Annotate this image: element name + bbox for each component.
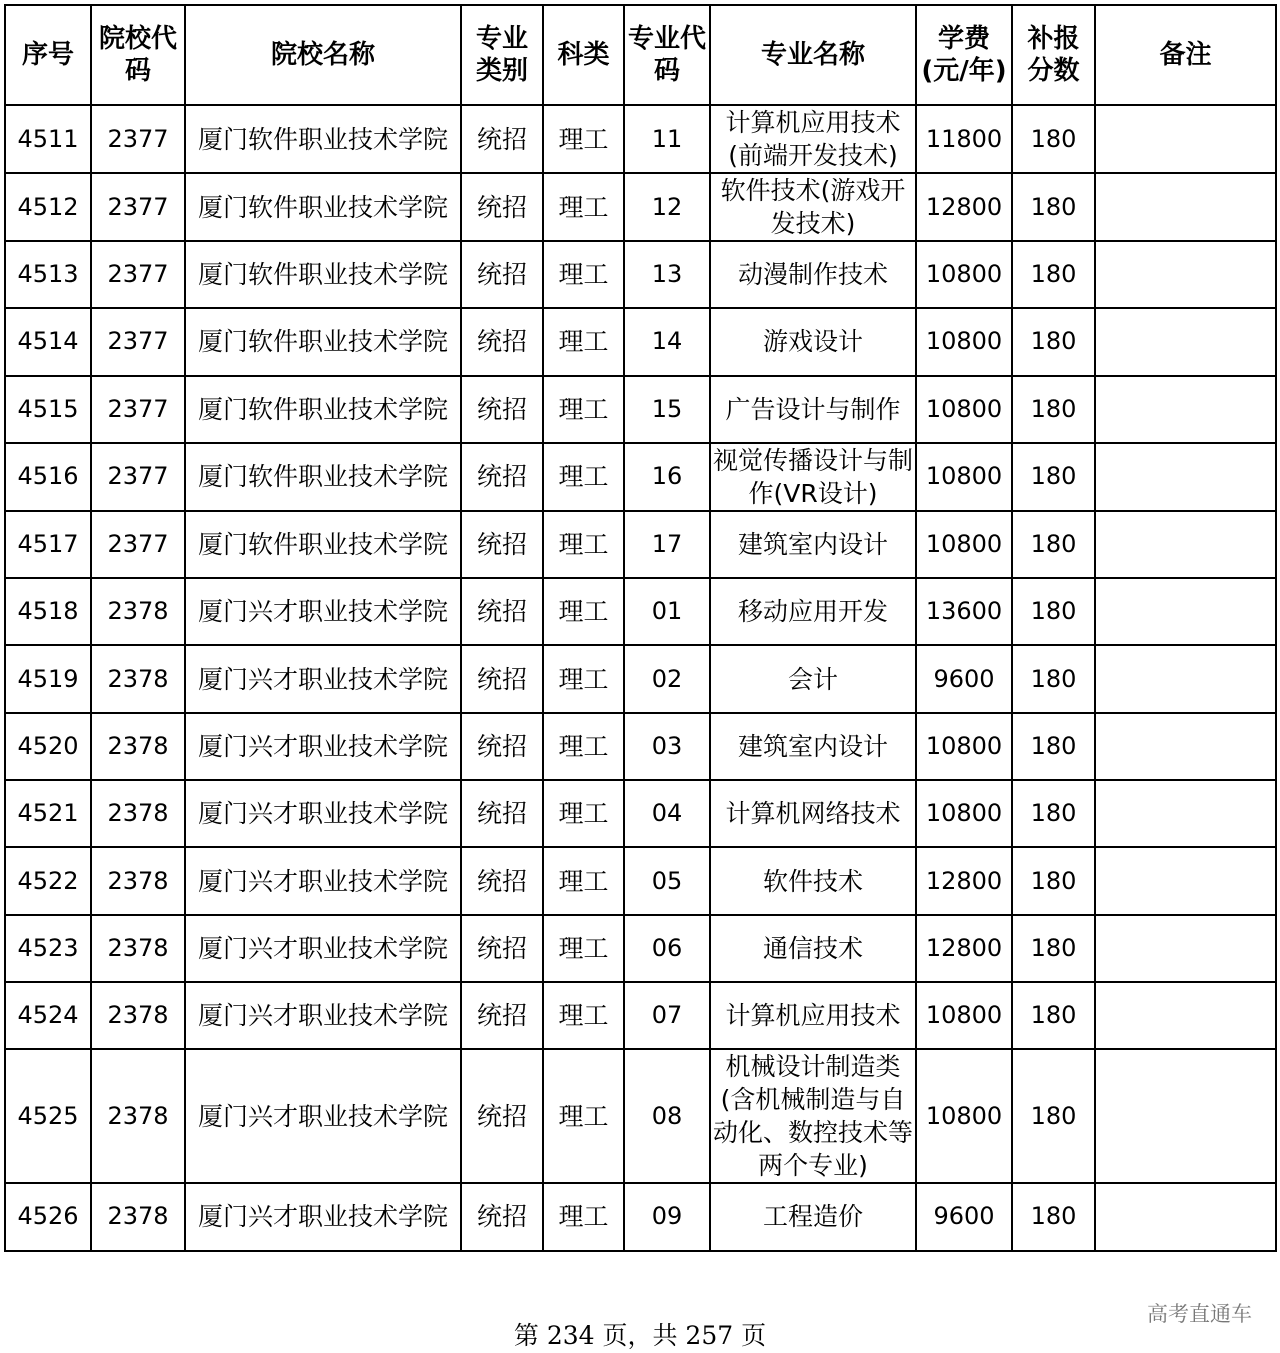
cell-subject: 理工	[543, 1183, 624, 1250]
cell-major-code: 13	[624, 241, 710, 308]
cell-school-name: 厦门兴才职业技术学院	[185, 1049, 461, 1183]
cell-school-code: 2377	[91, 443, 185, 511]
cell-note	[1095, 847, 1276, 914]
cell-subject: 理工	[543, 241, 624, 308]
cell-major-name: 计算机网络技术	[710, 780, 916, 847]
cell-score: 180	[1012, 511, 1095, 578]
cell-subject: 理工	[543, 511, 624, 578]
cell-school-code: 2377	[91, 241, 185, 308]
cell-school-code: 2378	[91, 1049, 185, 1183]
cell-note	[1095, 443, 1276, 511]
cell-school-name: 厦门软件职业技术学院	[185, 511, 461, 578]
cell-tuition: 10800	[916, 241, 1012, 308]
cell-subject: 理工	[543, 376, 624, 443]
cell-school-code: 2378	[91, 915, 185, 982]
cell-seq: 4522	[5, 847, 91, 914]
cell-major-code: 07	[624, 982, 710, 1049]
cell-major-name: 工程造价	[710, 1183, 916, 1250]
table-row	[5, 308, 1276, 375]
cell-tuition: 10800	[916, 780, 1012, 847]
cell-seq: 4513	[5, 241, 91, 308]
cell-major-code: 14	[624, 308, 710, 375]
cell-score: 180	[1012, 105, 1095, 173]
cell-school-code: 2377	[91, 308, 185, 375]
cell-note	[1095, 376, 1276, 443]
cell-subject: 理工	[543, 982, 624, 1049]
header-school-name: 院校名称	[185, 5, 461, 105]
cell-school-name: 厦门软件职业技术学院	[185, 443, 461, 511]
cell-category: 统招	[461, 1049, 543, 1183]
cell-seq: 4524	[5, 982, 91, 1049]
cell-seq: 4516	[5, 443, 91, 511]
admissions-table	[4, 4, 1277, 1252]
cell-score: 180	[1012, 847, 1095, 914]
cell-major-code: 11	[624, 105, 710, 173]
cell-tuition: 9600	[916, 645, 1012, 712]
cell-score: 180	[1012, 645, 1095, 712]
cell-school-name: 厦门兴才职业技术学院	[185, 645, 461, 712]
cell-tuition: 10800	[916, 982, 1012, 1049]
cell-subject: 理工	[543, 173, 624, 241]
cell-note	[1095, 578, 1276, 645]
cell-note	[1095, 1183, 1276, 1250]
cell-category: 统招	[461, 105, 543, 173]
cell-category: 统招	[461, 713, 543, 780]
cell-category: 统招	[461, 173, 543, 241]
cell-school-name: 厦门兴才职业技术学院	[185, 578, 461, 645]
cell-school-name: 厦门软件职业技术学院	[185, 105, 461, 173]
cell-major-name: 建筑室内设计	[710, 713, 916, 780]
cell-tuition: 10800	[916, 376, 1012, 443]
cell-seq: 4515	[5, 376, 91, 443]
cell-subject: 理工	[543, 915, 624, 982]
cell-school-code: 2377	[91, 376, 185, 443]
cell-school-name: 厦门兴才职业技术学院	[185, 847, 461, 914]
table-row	[5, 241, 1276, 308]
cell-subject: 理工	[543, 308, 624, 375]
table-row	[5, 511, 1276, 578]
table-row	[5, 105, 1276, 173]
cell-major-code: 06	[624, 915, 710, 982]
table-row	[5, 645, 1276, 712]
cell-category: 统招	[461, 308, 543, 375]
cell-subject: 理工	[543, 645, 624, 712]
table-row	[5, 847, 1276, 914]
cell-school-code: 2378	[91, 645, 185, 712]
cell-seq: 4523	[5, 915, 91, 982]
header-category: 专业类别	[461, 5, 543, 105]
header-subject: 科类	[543, 5, 624, 105]
page-number: 第 234 页，共 257 页	[513, 1321, 767, 1350]
table-row	[5, 173, 1276, 241]
cell-note	[1095, 241, 1276, 308]
cell-major-name: 计算机应用技术	[710, 982, 916, 1049]
cell-school-name: 厦门兴才职业技术学院	[185, 915, 461, 982]
cell-category: 统招	[461, 982, 543, 1049]
cell-major-code: 04	[624, 780, 710, 847]
cell-score: 180	[1012, 173, 1095, 241]
cell-subject: 理工	[543, 1049, 624, 1183]
table-row	[5, 376, 1276, 443]
cell-major-name: 软件技术	[710, 847, 916, 914]
cell-category: 统招	[461, 645, 543, 712]
cell-category: 统招	[461, 443, 543, 511]
cell-category: 统招	[461, 1183, 543, 1250]
cell-school-code: 2378	[91, 780, 185, 847]
table-row	[5, 915, 1276, 982]
cell-score: 180	[1012, 241, 1095, 308]
table-row	[5, 443, 1276, 511]
cell-category: 统招	[461, 376, 543, 443]
cell-school-code: 2378	[91, 713, 185, 780]
cell-major-code: 15	[624, 376, 710, 443]
cell-seq: 4521	[5, 780, 91, 847]
cell-school-code: 2378	[91, 1183, 185, 1250]
watermark: 高考直通车	[1147, 1302, 1252, 1326]
cell-major-name: 软件技术(游戏开发技术)	[710, 173, 916, 241]
cell-school-code: 2378	[91, 982, 185, 1049]
cell-category: 统招	[461, 847, 543, 914]
cell-score: 180	[1012, 915, 1095, 982]
cell-school-name: 厦门软件职业技术学院	[185, 241, 461, 308]
cell-school-code: 2377	[91, 105, 185, 173]
header-major-code: 专业代码	[624, 5, 710, 105]
table-row	[5, 578, 1276, 645]
header-seq: 序号	[5, 5, 91, 105]
cell-score: 180	[1012, 780, 1095, 847]
cell-note	[1095, 511, 1276, 578]
cell-note	[1095, 105, 1276, 173]
cell-note	[1095, 173, 1276, 241]
cell-score: 180	[1012, 376, 1095, 443]
cell-seq: 4511	[5, 105, 91, 173]
cell-major-name: 视觉传播设计与制作(VR设计)	[710, 443, 916, 511]
cell-major-code: 09	[624, 1183, 710, 1250]
cell-note	[1095, 915, 1276, 982]
cell-seq: 4517	[5, 511, 91, 578]
cell-seq: 4514	[5, 308, 91, 375]
cell-subject: 理工	[543, 578, 624, 645]
cell-score: 180	[1012, 982, 1095, 1049]
cell-category: 统招	[461, 780, 543, 847]
cell-score: 180	[1012, 713, 1095, 780]
cell-seq: 4518	[5, 578, 91, 645]
cell-major-name: 会计	[710, 645, 916, 712]
cell-major-name: 游戏设计	[710, 308, 916, 375]
cell-school-name: 厦门兴才职业技术学院	[185, 1183, 461, 1250]
cell-tuition: 10800	[916, 308, 1012, 375]
cell-note	[1095, 713, 1276, 780]
header-note: 备注	[1095, 5, 1276, 105]
cell-major-name: 通信技术	[710, 915, 916, 982]
cell-school-code: 2377	[91, 173, 185, 241]
cell-school-code: 2377	[91, 511, 185, 578]
cell-note	[1095, 645, 1276, 712]
cell-school-name: 厦门软件职业技术学院	[185, 376, 461, 443]
cell-seq: 4520	[5, 713, 91, 780]
cell-subject: 理工	[543, 713, 624, 780]
cell-tuition: 12800	[916, 173, 1012, 241]
cell-score: 180	[1012, 308, 1095, 375]
header-school-code: 院校代码	[91, 5, 185, 105]
header-major-name: 专业名称	[710, 5, 916, 105]
cell-note	[1095, 982, 1276, 1049]
header-tuition: 学费(元/年)	[916, 5, 1012, 105]
cell-major-name: 机械设计制造类(含机械制造与自动化、数控技术等两个专业)	[710, 1049, 916, 1183]
cell-subject: 理工	[543, 105, 624, 173]
cell-score: 180	[1012, 443, 1095, 511]
cell-major-name: 建筑室内设计	[710, 511, 916, 578]
cell-major-name: 计算机应用技术(前端开发技术)	[710, 105, 916, 173]
cell-tuition: 10800	[916, 511, 1012, 578]
cell-school-name: 厦门软件职业技术学院	[185, 308, 461, 375]
cell-tuition: 9600	[916, 1183, 1012, 1250]
cell-school-code: 2378	[91, 578, 185, 645]
cell-major-code: 08	[624, 1049, 710, 1183]
table-row	[5, 780, 1276, 847]
cell-subject: 理工	[543, 443, 624, 511]
cell-school-code: 2378	[91, 847, 185, 914]
cell-major-code: 03	[624, 713, 710, 780]
cell-seq: 4512	[5, 173, 91, 241]
cell-seq: 4526	[5, 1183, 91, 1250]
cell-major-code: 12	[624, 173, 710, 241]
cell-major-name: 移动应用开发	[710, 578, 916, 645]
cell-tuition: 10800	[916, 713, 1012, 780]
cell-school-name: 厦门软件职业技术学院	[185, 173, 461, 241]
header-score: 补报分数	[1012, 5, 1095, 105]
cell-seq: 4525	[5, 1049, 91, 1183]
cell-score: 180	[1012, 1183, 1095, 1250]
cell-category: 统招	[461, 511, 543, 578]
cell-seq: 4519	[5, 645, 91, 712]
cell-major-code: 01	[624, 578, 710, 645]
cell-tuition: 10800	[916, 443, 1012, 511]
cell-subject: 理工	[543, 847, 624, 914]
cell-major-name: 动漫制作技术	[710, 241, 916, 308]
cell-tuition: 10800	[916, 1049, 1012, 1183]
cell-note	[1095, 308, 1276, 375]
cell-major-code: 02	[624, 645, 710, 712]
table-row	[5, 1183, 1276, 1250]
cell-tuition: 13600	[916, 578, 1012, 645]
table-row	[5, 1049, 1276, 1183]
cell-score: 180	[1012, 578, 1095, 645]
cell-tuition: 12800	[916, 847, 1012, 914]
cell-tuition: 11800	[916, 105, 1012, 173]
cell-tuition: 12800	[916, 915, 1012, 982]
cell-school-name: 厦门兴才职业技术学院	[185, 780, 461, 847]
cell-note	[1095, 780, 1276, 847]
cell-major-code: 05	[624, 847, 710, 914]
cell-category: 统招	[461, 578, 543, 645]
cell-major-name: 广告设计与制作	[710, 376, 916, 443]
cell-note	[1095, 1049, 1276, 1183]
cell-school-name: 厦门兴才职业技术学院	[185, 713, 461, 780]
cell-score: 180	[1012, 1049, 1095, 1183]
cell-school-name: 厦门兴才职业技术学院	[185, 982, 461, 1049]
cell-category: 统招	[461, 241, 543, 308]
table-row	[5, 713, 1276, 780]
cell-major-code: 17	[624, 511, 710, 578]
cell-subject: 理工	[543, 780, 624, 847]
header-row	[5, 5, 1276, 105]
table-row	[5, 982, 1276, 1049]
cell-category: 统招	[461, 915, 543, 982]
cell-major-code: 16	[624, 443, 710, 511]
